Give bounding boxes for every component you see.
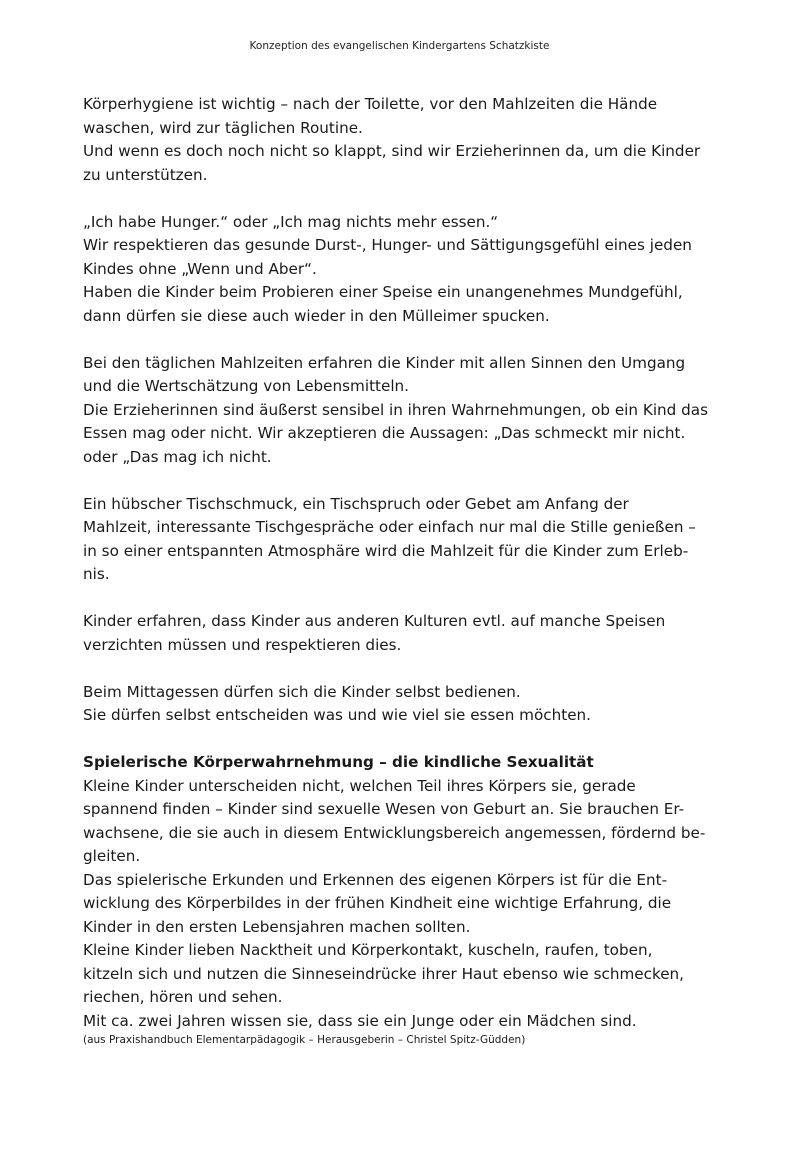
text-line: Essen mag oder nicht. Wir akzeptieren die Aussagen: „Das schmeckt mir nicht. bbox=[83, 424, 686, 442]
text-line: spannend finden – Kinder sind sexuelle Wesen von Geburt an. Sie brauchen Er- bbox=[83, 800, 685, 818]
text-line: „Ich habe Hunger.“ oder „Ich mag nichts mehr essen.“ bbox=[83, 212, 499, 231]
text-line: Die Erzieherinnen sind äußerst sensibel in ihren Wahrnehmungen, ob ein Kind das bbox=[83, 400, 708, 419]
text-line: riechen, hören und sehen. bbox=[83, 988, 283, 1006]
text-line: Das spielerische Erkunden und Erkennen des eigenen Körpers ist für die Ent- bbox=[83, 870, 668, 889]
text-line: wachsene, die sie auch in diesem Entwicklungsbereich angemessen, fördernd be- bbox=[83, 823, 706, 842]
page-header: Konzeption des evangelischen Kindergartens Schatzkiste bbox=[249, 40, 550, 52]
text-line: Körperhygiene ist wichtig – nach der Toilette, vor den Mahlzeiten die Hände bbox=[83, 95, 658, 113]
text-line: Bei den täglichen Mahlzeiten erfahren die Kinder mit allen Sinnen den Umgang bbox=[83, 353, 686, 372]
paragraph-lunch bbox=[83, 681, 723, 728]
paragraph-gap bbox=[83, 469, 723, 493]
text-line: verzichten müssen und respektieren dies. bbox=[83, 635, 402, 654]
text-line: Und wenn es doch noch nicht so klappt, sind wir Erzieherinnen da, um die Kinder bbox=[83, 142, 701, 160]
document-body bbox=[83, 93, 723, 1047]
text-line: Kleine Kinder lieben Nacktheit und Körperkontakt, kuscheln, raufen, toben, bbox=[83, 941, 653, 959]
text-line: nis. bbox=[83, 565, 110, 583]
text-line: waschen, wird zur täglichen Routine. bbox=[83, 118, 363, 137]
text-line: Kinder in den ersten Lebensjahren machen sollten. bbox=[83, 917, 471, 936]
text-line: Mahlzeit, interessante Tischgespräche oder einfach nur mal die Stille genießen – bbox=[83, 518, 696, 536]
paragraph-gap bbox=[83, 728, 723, 752]
text-line: dann dürfen sie diese auch wieder in den Mülleimer spucken. bbox=[83, 306, 550, 325]
paragraph-mealtimes bbox=[83, 352, 723, 470]
text-line: kitzeln sich und nutzen die Sinneseindrücke ihrer Haut ebenso wie schmecken, bbox=[83, 964, 684, 983]
text-line: Haben die Kinder beim Probieren einer Speise ein unangenehmes Mundgefühl, bbox=[83, 283, 683, 301]
paragraph-table-decoration bbox=[83, 493, 723, 587]
text-line: Kleine Kinder unterscheiden nicht, welchen Teil ihres Körpers sie, gerade bbox=[83, 776, 636, 795]
paragraph-gap bbox=[83, 587, 723, 611]
text-line: wicklung des Körperbildes in der frühen Kindheit eine wichtige Erfahrung, die bbox=[83, 894, 672, 912]
text-line: oder „Das mag ich nicht. bbox=[83, 447, 272, 466]
paragraph-gap bbox=[83, 328, 723, 352]
paragraph-cultures bbox=[83, 610, 723, 657]
text-line: in so einer entspannten Atmosphäre wird die Mahlzeit für die Kinder zum Erleb- bbox=[83, 541, 689, 560]
text-line: Kindes ohne „Wenn und Aber“. bbox=[83, 259, 317, 278]
paragraph-gap bbox=[83, 187, 723, 211]
source-citation: (aus Praxishandbuch Elementarpädagogik – Herausgeberin – Christel Spitz-Güdden) bbox=[83, 1034, 526, 1046]
text-line: zu unterstützen. bbox=[83, 165, 208, 184]
text-line: gleiten. bbox=[83, 847, 141, 865]
section-heading: Spielerische Körperwahrnehmung – die kindliche Sexualität bbox=[83, 753, 594, 771]
text-line: Kinder erfahren, dass Kinder aus anderen Kulturen evtl. auf manche Speisen bbox=[83, 612, 666, 630]
text-line: Sie dürfen selbst entscheiden was und wie viel sie essen möchten. bbox=[83, 706, 591, 724]
text-line: und die Wertschätzung von Lebensmitteln. bbox=[83, 377, 409, 395]
text-line: Mit ca. zwei Jahren wissen sie, dass sie ein Junge oder ein Mädchen sind. bbox=[83, 1011, 637, 1030]
text-line: Beim Mittagessen dürfen sich die Kinder selbst bedienen. bbox=[83, 682, 521, 701]
paragraph-hunger bbox=[83, 211, 723, 329]
paragraph-gap bbox=[83, 657, 723, 681]
section-sexuality bbox=[83, 751, 723, 1047]
text-line: Wir respektieren das gesunde Durst-, Hunger- und Sättigungsgefühl eines jeden bbox=[83, 236, 692, 254]
text-line: Ein hübscher Tischschmuck, ein Tischspruch oder Gebet am Anfang der bbox=[83, 494, 629, 513]
paragraph-hygiene bbox=[83, 93, 723, 187]
